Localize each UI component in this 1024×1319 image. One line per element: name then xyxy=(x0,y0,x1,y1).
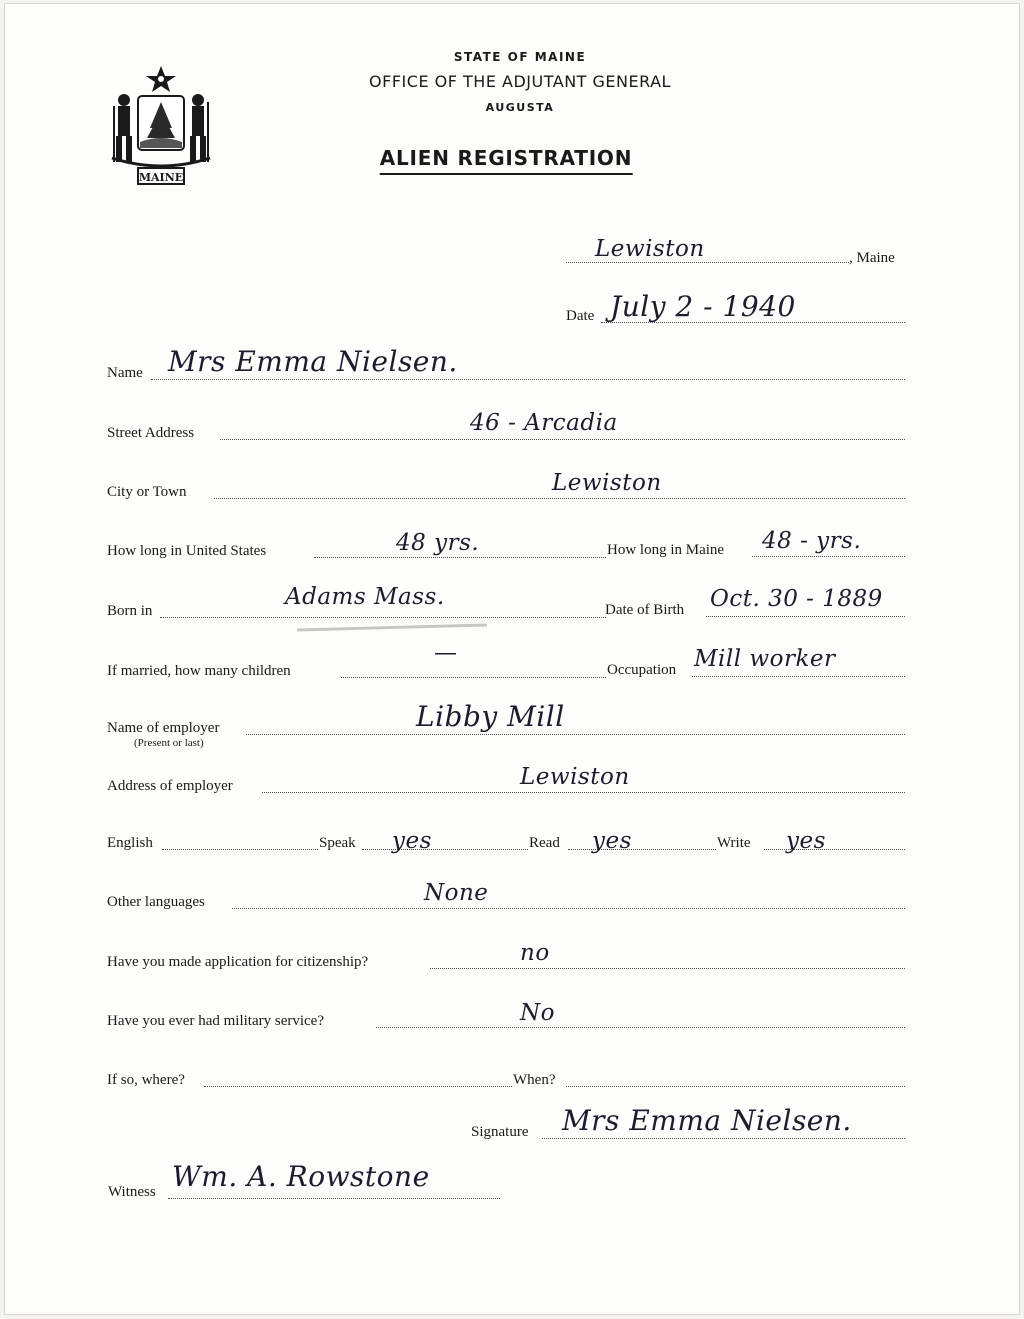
languages-value[interactable]: None xyxy=(424,880,489,906)
read-value[interactable]: yes xyxy=(592,828,632,854)
name-line xyxy=(151,379,905,380)
signature-label: Signature xyxy=(471,1124,529,1140)
citizenship-value[interactable]: no xyxy=(520,940,550,966)
date-label: Date xyxy=(566,308,595,324)
form-title: ALIEN REGISTRATION xyxy=(380,146,633,175)
citizenship-line xyxy=(430,968,905,969)
us-line xyxy=(314,557,606,558)
speak-label: Speak xyxy=(319,835,356,851)
languages-line xyxy=(232,908,905,909)
occupation-line xyxy=(692,676,905,677)
street-line xyxy=(220,439,905,440)
maine-line xyxy=(752,556,905,557)
header-state: STATE OF MAINE xyxy=(453,50,587,64)
when-line[interactable] xyxy=(566,1086,905,1087)
born-label: Born in xyxy=(107,603,153,619)
born-line xyxy=(160,617,606,618)
street-label: Street Address xyxy=(107,425,195,441)
name-label: Name xyxy=(107,365,143,381)
name-value[interactable]: Mrs Emma Nielsen. xyxy=(168,345,458,378)
street-value[interactable]: 46 - Arcadia xyxy=(470,410,618,436)
form-sheet xyxy=(4,3,1020,1315)
us-label: How long in United States xyxy=(107,543,267,559)
dob-value[interactable]: Oct. 30 - 1889 xyxy=(710,586,883,612)
children-value[interactable]: — xyxy=(434,640,458,666)
children-line xyxy=(341,677,606,678)
signature-line xyxy=(542,1138,905,1139)
speak-line xyxy=(362,849,528,850)
write-label: Write xyxy=(717,835,751,851)
citizenship-label: Have you made application for citizenship? xyxy=(107,954,369,970)
employer-label: Name of employer xyxy=(107,720,220,736)
maine-value[interactable]: 48 - yrs. xyxy=(762,528,862,554)
military-value[interactable]: No xyxy=(520,1000,555,1026)
header-office: OFFICE OF THE ADJUTANT GENERAL xyxy=(369,72,671,91)
date-value[interactable]: July 2 - 1940 xyxy=(610,290,796,323)
employer-address-value[interactable]: Lewiston xyxy=(520,764,630,790)
when-label: When? xyxy=(513,1072,556,1088)
svg-text:MAINE: MAINE xyxy=(138,171,184,184)
city-value[interactable]: Lewiston xyxy=(552,470,662,496)
witness-label: Witness xyxy=(108,1184,156,1200)
place-line xyxy=(566,262,849,263)
dob-line xyxy=(706,616,905,617)
us-value[interactable]: 48 yrs. xyxy=(396,530,480,556)
city-label: City or Town xyxy=(107,484,187,500)
place-suffix: , Maine xyxy=(849,250,895,266)
maine-label: How long in Maine xyxy=(607,542,725,558)
english-label: English xyxy=(107,835,153,851)
occupation-value[interactable]: Mill worker xyxy=(694,646,836,672)
military-label: Have you ever had military service? xyxy=(107,1013,324,1029)
children-label: If married, how many children xyxy=(107,663,291,679)
military-line xyxy=(376,1027,905,1028)
employer-line xyxy=(246,734,905,735)
write-value[interactable]: yes xyxy=(786,828,826,854)
dob-label: Date of Birth xyxy=(605,602,685,618)
read-label: Read xyxy=(529,835,560,851)
place-value[interactable]: Lewiston xyxy=(595,236,705,262)
occupation-label: Occupation xyxy=(607,662,677,678)
read-line xyxy=(568,849,716,850)
witness-value[interactable]: Wm. A. Rowstone xyxy=(172,1160,430,1193)
witness-line xyxy=(168,1198,500,1199)
signature-value[interactable]: Mrs Emma Nielsen. xyxy=(562,1104,852,1137)
employer-address-label: Address of employer xyxy=(107,778,233,794)
employer-address-line xyxy=(262,792,905,793)
header-city: AUGUSTA xyxy=(485,101,555,114)
where-line[interactable] xyxy=(204,1086,512,1087)
employer-sublabel: (Present or last) xyxy=(134,737,204,749)
where-label: If so, where? xyxy=(107,1072,185,1088)
employer-value[interactable]: Libby Mill xyxy=(416,700,565,733)
speak-value[interactable]: yes xyxy=(392,828,432,854)
languages-label: Other languages xyxy=(107,894,205,910)
born-value[interactable]: Adams Mass. xyxy=(285,584,445,610)
english-line xyxy=(162,849,318,850)
city-line xyxy=(214,498,905,499)
